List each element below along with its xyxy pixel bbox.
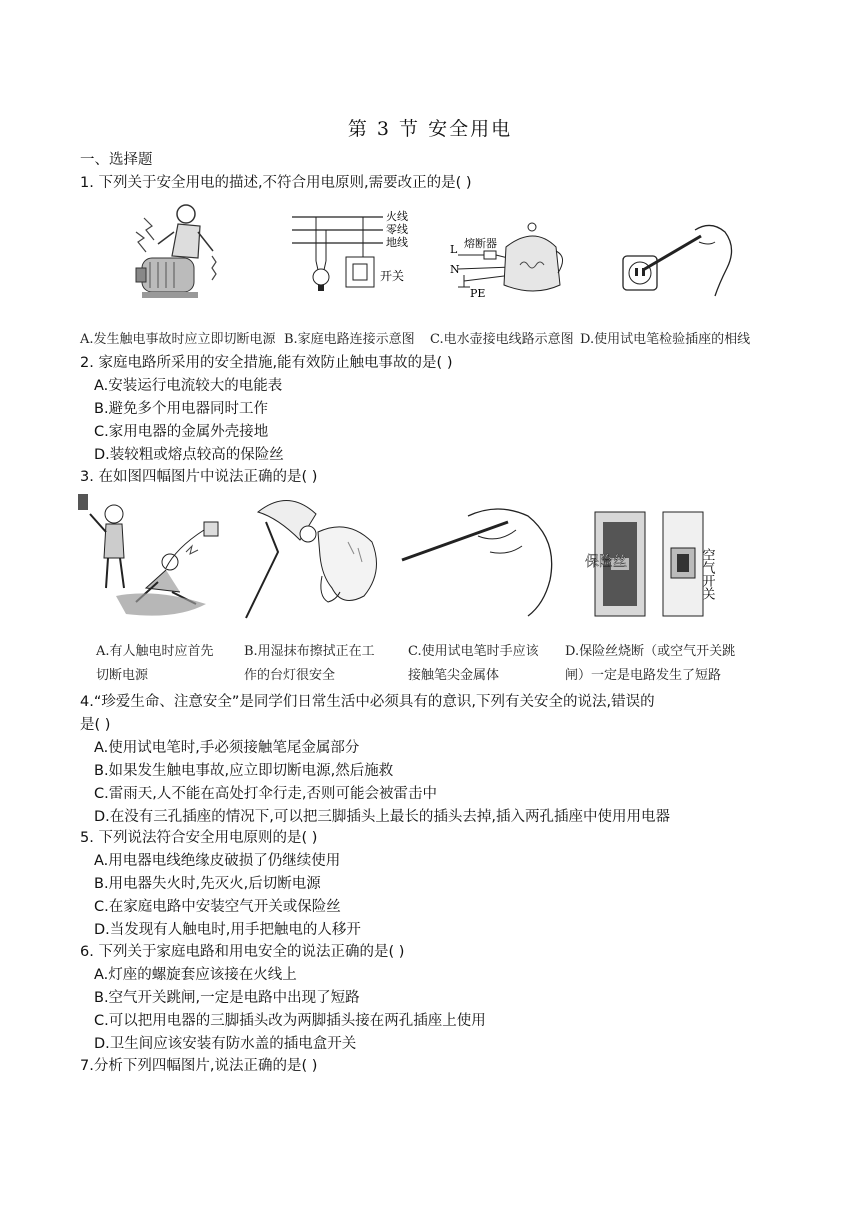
q3-caption-d: D.保险丝烧断（或空气开关跳 闸）一定是电路发生了短路 [565, 644, 736, 683]
question-3-stem: 3. 在如图四幅图片中说法正确的是( ) [80, 469, 318, 485]
q5-option-a: A.用电器电线绝缘皮破损了仍继续使用 [94, 853, 341, 869]
q3-caption-b: B.用湿抹布擦拭正在工 作的台灯很安全 [244, 644, 375, 683]
label-N: N [450, 263, 460, 276]
question-6-stem: 6. 下列关于家庭电路和用电安全的说法正确的是( ) [80, 944, 405, 960]
q4-option-b: B.如果发生触电事故,应立即切断电源,然后施救 [94, 763, 394, 779]
q5-option-b: B.用电器失火时,先灭火,后切断电源 [94, 876, 321, 892]
q2-option-b: B.避免多个用电器同时工作 [94, 401, 269, 417]
label-fuse: 熔断器 [464, 237, 497, 250]
figure-rescue-shock [76, 492, 226, 622]
q1-caption-d: D.使用试电笔检验插座的相线 [580, 332, 751, 347]
q1-caption-b: B.家庭电路连接示意图 [284, 332, 415, 347]
q1-caption-c: C.电水壶接电线路示意图 [430, 332, 574, 347]
q2-option-c: C.家用电器的金属外壳接地 [94, 424, 269, 440]
question-2-stem: 2. 家庭电路所采用的安全措施,能有效防止触电事故的是( ) [80, 355, 453, 371]
q3-caption-c: C.使用试电笔时手应该 接触笔尖金属体 [408, 644, 539, 683]
figure-electric-shock-motor [128, 196, 233, 306]
label-switch: 开关 [380, 269, 405, 283]
label-neutral-wire: 零线 [386, 223, 408, 236]
label-live-wire: 火线 [386, 210, 408, 223]
q2-option-d: D.装较粗或熔点较高的保险丝 [94, 447, 284, 463]
page-title: 第 3 节 安全用电 [347, 118, 513, 140]
question-4-stem-line-1: 4.“珍爱生命、注意安全”是同学们日常生活中必须具有的意识,下列有关安全的说法,错误的 [80, 694, 655, 710]
label-fuse-wire: 保险丝 [585, 554, 627, 570]
figure-lamp-wet-cloth [238, 492, 388, 622]
figure-hand-test-pen [398, 500, 563, 620]
q1-caption-a: A.发生触电事故时应立即切断电源 [80, 332, 276, 347]
question-5-stem: 5. 下列说法符合安全用电原则的是( ) [80, 830, 318, 846]
q5-option-c: C.在家庭电路中安装空气开关或保险丝 [94, 899, 341, 915]
question-7-stem: 7.分析下列四幅图片,说法正确的是( ) [80, 1058, 318, 1074]
section-heading: 一、选择题 [80, 152, 153, 168]
q6-option-c: C.可以把用电器的三脚插头改为两脚插头接在两孔插座上使用 [94, 1013, 486, 1029]
label-air-switch: 空气开关 [699, 548, 715, 600]
question-4-stem-line-2: 是( ) [80, 717, 111, 733]
q4-option-d: D.在没有三孔插座的情况下,可以把三脚插头上最长的插头去掉,插入两孔插座中使用用电器 [94, 809, 670, 825]
q4-option-a: A.使用试电笔时,手必须接触笔尾金属部分 [94, 740, 360, 756]
question-1-stem: 1. 下列关于安全用电的描述,不符合用电原则,需要改正的是( ) [80, 175, 472, 191]
figure-fuse-air-switch [585, 508, 745, 620]
q6-option-b: B.空气开关跳闸,一定是电路中出现了短路 [94, 990, 360, 1006]
q4-option-c: C.雷雨天,人不能在高处打伞行走,否则可能会被雷击中 [94, 786, 437, 802]
figure-kettle-wiring [450, 215, 570, 305]
figure-home-circuit-diagram [288, 205, 423, 305]
label-L: L [450, 243, 458, 256]
q3-caption-a: A.有人触电时应首先 切断电源 [96, 644, 214, 683]
label-PE: PE [470, 287, 486, 300]
q2-option-a: A.安装运行电流较大的电能表 [94, 378, 283, 394]
label-ground-wire: 地线 [386, 236, 408, 249]
q6-option-a: A.灯座的螺旋套应该接在火线上 [94, 967, 297, 983]
q5-option-d: D.当发现有人触电时,用手把触电的人移开 [94, 922, 361, 938]
q6-option-d: D.卫生间应该安装有防水盖的插电盒开关 [94, 1036, 357, 1052]
figure-test-pen-socket [615, 212, 745, 304]
